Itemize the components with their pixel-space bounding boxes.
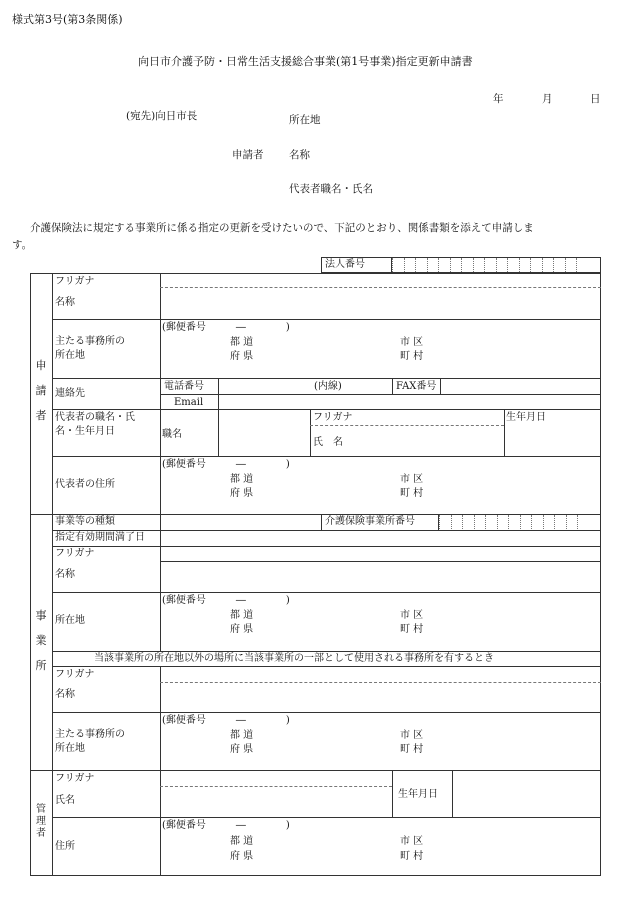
main-office-label-1: 主たる事務所の <box>55 336 125 347</box>
office-furigana-field[interactable] <box>161 547 600 560</box>
other-main-office-label-2: 所在地 <box>55 743 85 754</box>
other-furigana-field[interactable] <box>161 667 600 681</box>
phone-label: 電話番号 <box>164 381 204 392</box>
rep-name-label-inner: 氏 名 <box>313 437 343 448</box>
office-location-label: 所在地 <box>55 615 85 626</box>
other-office-note: 当該事業所の所在地以外の場所に当該事業所の一部として使用される事務所を有するとき <box>94 653 494 664</box>
office-name-field[interactable] <box>161 562 600 591</box>
applicant-corp-name-label: 名称 <box>55 297 75 308</box>
rep-address-label: 代表者の住所 <box>55 479 115 490</box>
email-label: Email <box>174 397 204 408</box>
applicant-corp-name-field[interactable] <box>161 289 600 318</box>
rep-label-1: 代表者の職名・氏 <box>55 412 135 423</box>
other-office-address-field[interactable] <box>161 713 600 769</box>
rep-birth-label: 生年月日 <box>506 412 546 423</box>
section-manager: 管 理 者 <box>36 804 46 839</box>
manager-birth-label: 生年月日 <box>398 789 438 800</box>
expiry-field[interactable] <box>161 531 600 545</box>
extension-label: (内線) <box>314 381 342 392</box>
contact-label: 連絡先 <box>55 388 85 399</box>
rep-furigana-label: フリガナ <box>313 412 353 423</box>
manager-name-label: 氏名 <box>55 795 75 806</box>
date-day-label: 日 <box>590 93 601 105</box>
other-furigana-label: フリガナ <box>55 669 95 680</box>
email-field[interactable] <box>219 395 600 408</box>
date-year-label: 年 <box>493 93 504 105</box>
date-month-label: 月 <box>542 93 553 105</box>
rep-job-title-field[interactable] <box>219 410 309 455</box>
job-title-label: 職名 <box>162 429 182 440</box>
other-main-office-label-1: 主たる事務所の <box>55 729 125 740</box>
intro-text-line1: 介護保険法に規定する事業所に係る指定の更新を受けたいので、下記のとおり、関係書類を添えて申請しま <box>30 222 534 234</box>
corporate-number-field[interactable] <box>392 258 588 272</box>
applicant-furigana-field[interactable] <box>161 274 600 286</box>
rep-name-label: 代表者職名・氏名 <box>289 183 373 195</box>
business-type-label: 事業等の種類 <box>55 516 115 527</box>
rep-full-name-field[interactable] <box>360 427 503 455</box>
extension-field[interactable] <box>350 379 391 393</box>
manager-furigana-field[interactable] <box>161 771 391 785</box>
office-name-label: 名称 <box>55 569 75 580</box>
fax-field[interactable] <box>441 379 600 393</box>
other-name-label: 名称 <box>55 689 75 700</box>
applicant-location-field[interactable] <box>345 110 585 128</box>
fax-label: FAX番号 <box>396 381 437 392</box>
rep-name-field[interactable] <box>390 180 585 198</box>
manager-name-field[interactable] <box>161 788 391 816</box>
manager-address-field[interactable] <box>161 818 600 875</box>
applicant-name-field[interactable] <box>325 146 585 164</box>
section-office: 事 業 所 <box>35 609 47 672</box>
other-name-field[interactable] <box>161 684 600 711</box>
expiry-label: 指定有効期間満了日 <box>55 532 145 543</box>
main-office-postal: (郵便番号 ― ) <box>162 322 290 333</box>
applicant-furigana-label: フリガナ <box>55 276 95 287</box>
insurance-no-field[interactable] <box>439 515 589 529</box>
main-office-label-2: 所在地 <box>55 350 85 361</box>
phone-field[interactable] <box>219 379 309 393</box>
office-location-field[interactable] <box>161 593 600 650</box>
manager-birth-field[interactable] <box>453 771 600 816</box>
rep-address-field[interactable] <box>161 457 600 513</box>
date-month-field[interactable] <box>520 90 540 106</box>
business-type-field[interactable] <box>161 515 320 529</box>
manager-address-label: 住所 <box>55 841 75 852</box>
page-title: 向日市介護予防・日常生活支援総合事業(第1号事業)指定更新申請書 <box>138 55 473 68</box>
corporate-number-label: 法人番号 <box>325 259 365 270</box>
applicant-name-label: 名称 <box>289 149 310 161</box>
rep-label-2: 名・生年月日 <box>55 426 115 437</box>
main-office-address-field[interactable] <box>161 320 600 377</box>
insurance-no-label: 介護保険事業所番号 <box>325 516 415 527</box>
applicant-label: 申請者 <box>232 149 264 161</box>
rep-birth-field[interactable] <box>505 425 600 455</box>
intro-text-line2: す。 <box>12 239 33 251</box>
office-furigana-label: フリガナ <box>55 548 95 559</box>
addressee: (宛先)向日市長 <box>126 110 198 122</box>
section-applicant: 申 請 者 <box>35 359 47 422</box>
form-number: 様式第3号(第3条関係) <box>12 13 123 26</box>
applicant-location-label: 所在地 <box>289 114 321 126</box>
manager-furigana-label: フリガナ <box>55 773 95 784</box>
